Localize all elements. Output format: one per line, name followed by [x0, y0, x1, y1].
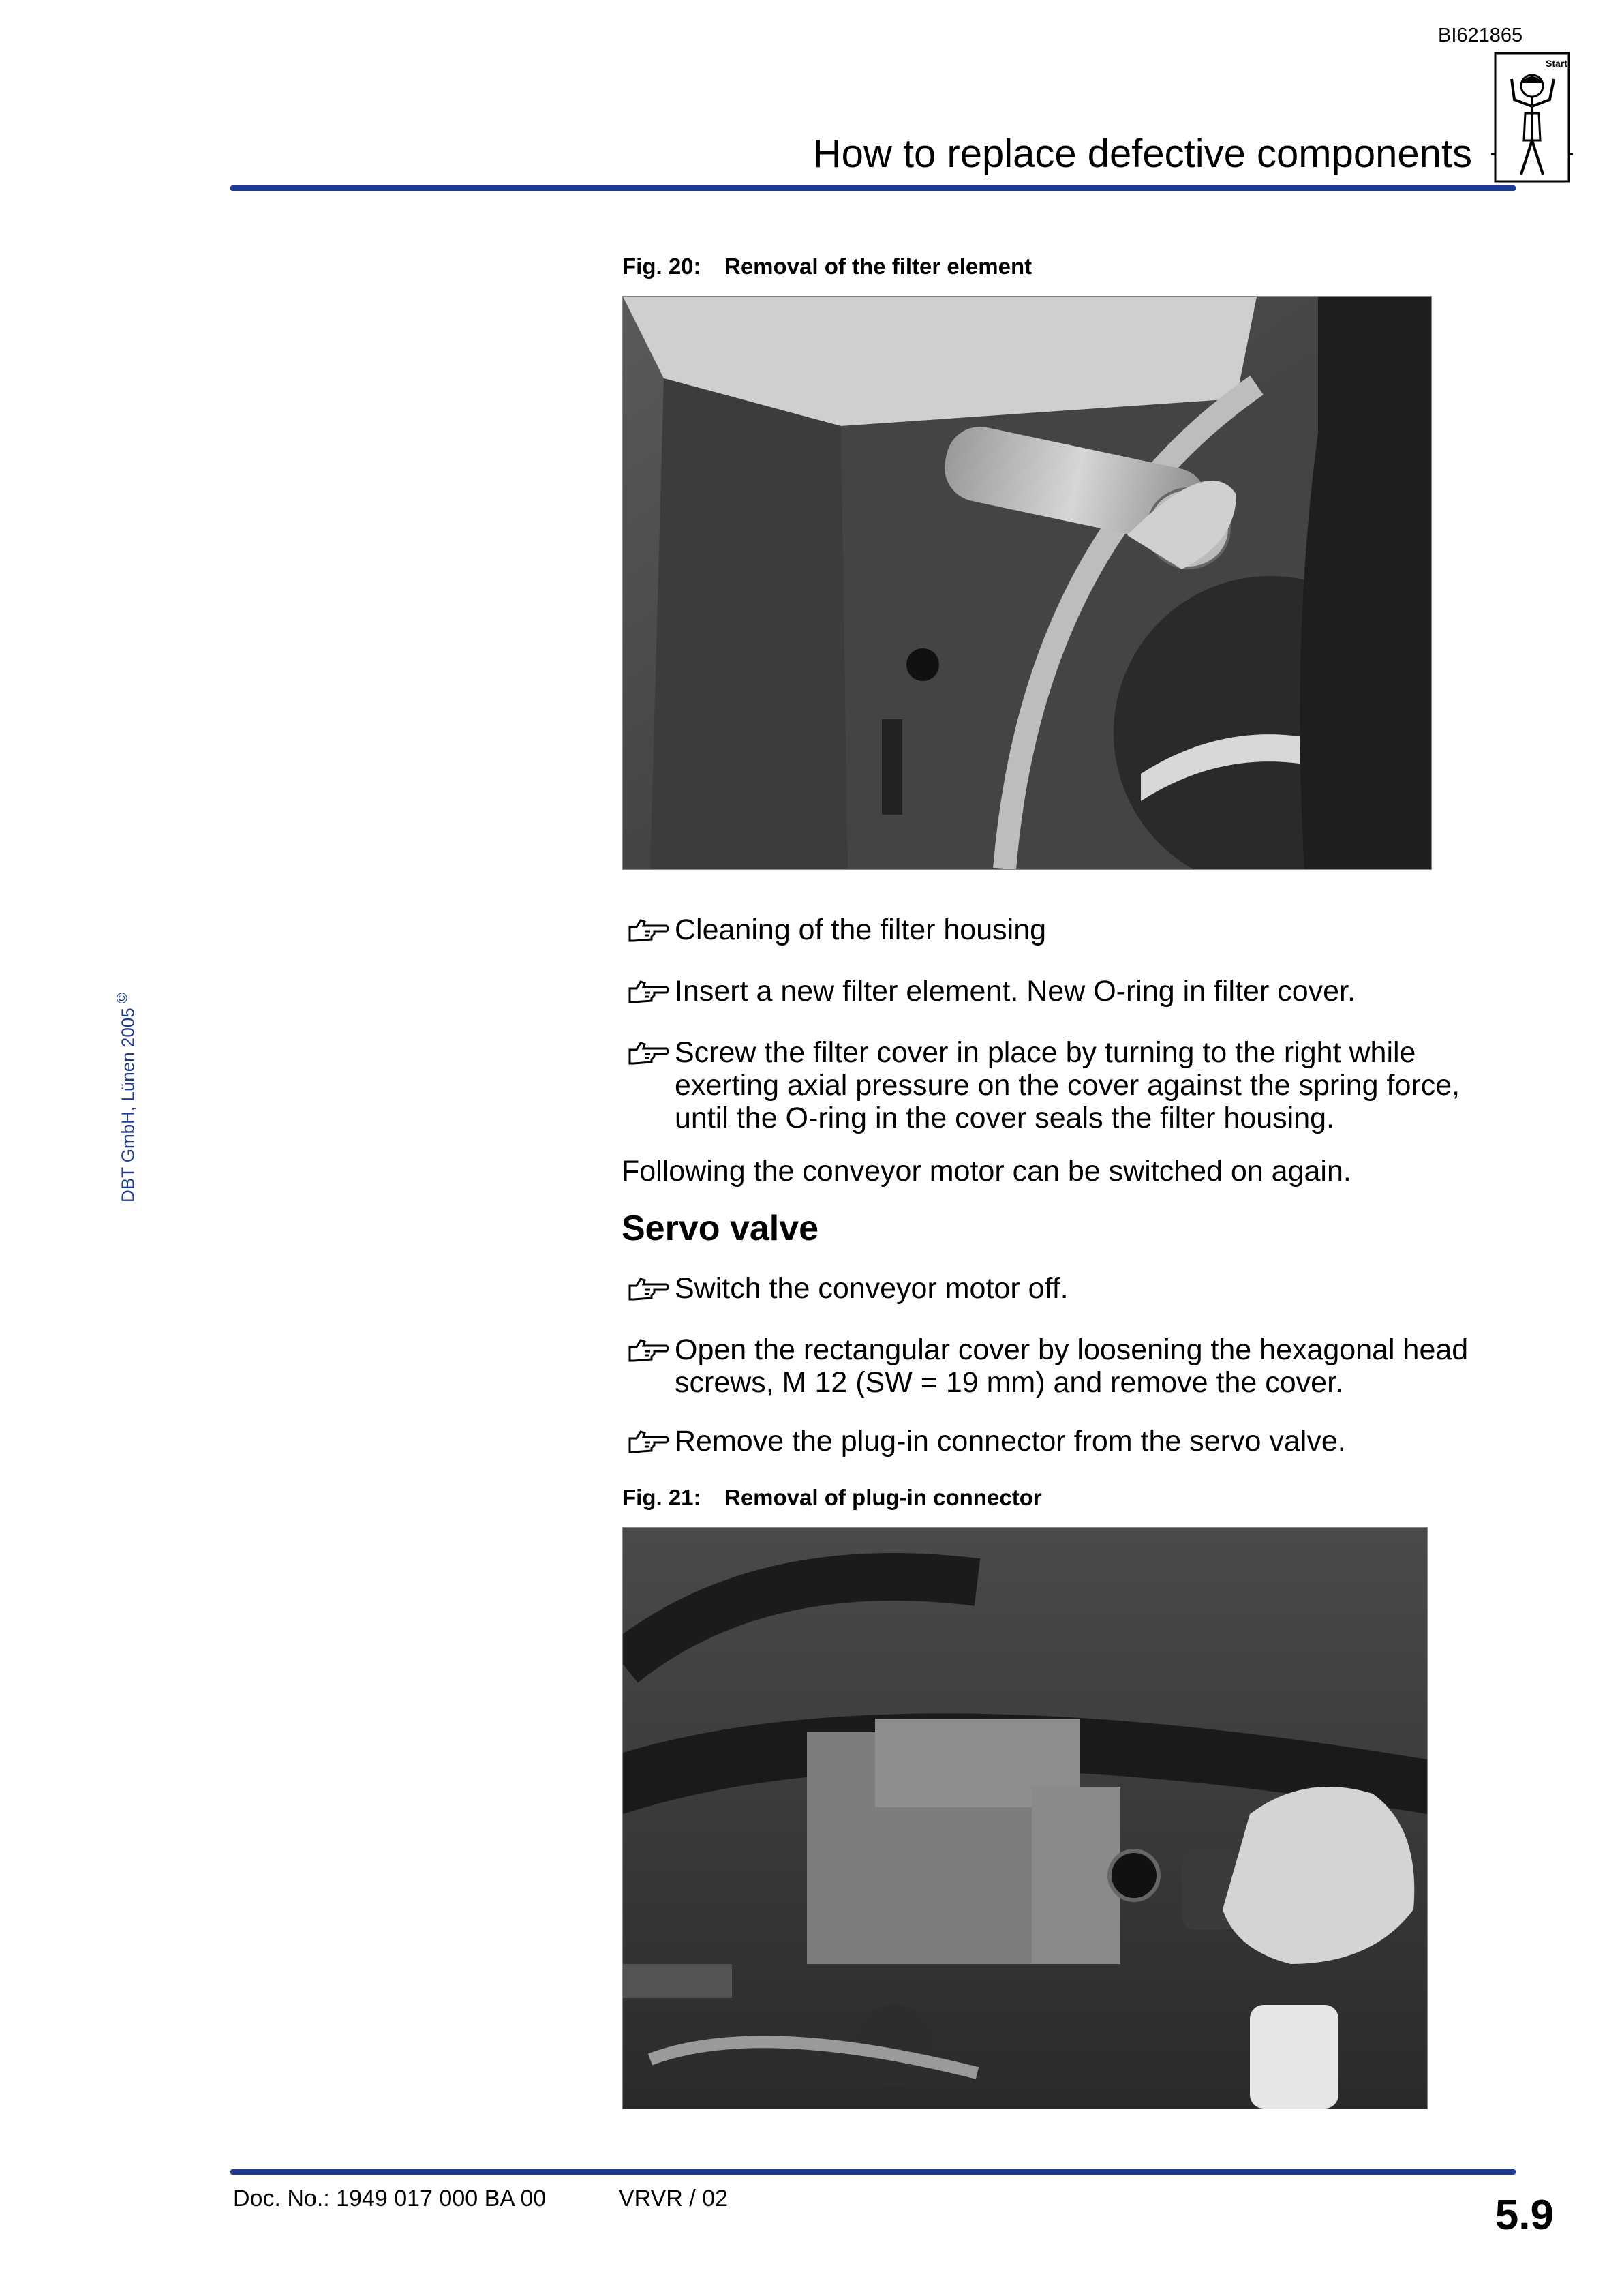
body-paragraph: Following the conveyor motor can be switched on again. — [622, 1155, 1351, 1188]
figure-caption-20: Fig. 20: Removal of the filter element — [622, 254, 1032, 279]
copyright-notice: DBT GmbH, Lünen 2005© — [113, 993, 138, 1203]
step-item: Open the rectangular cover by loosening the hexagonal head screws, M 12 (SW = 19 mm) and remove the cover. — [627, 1333, 1513, 1399]
pointing-hand-icon — [627, 979, 671, 1003]
step-item: Switch the conveyor motor off. — [627, 1272, 1513, 1305]
document-number: Doc. No.: 1949 017 000 BA 00 — [233, 2186, 547, 2211]
svg-text:Start: Start — [1546, 58, 1567, 69]
footer-rule — [230, 2169, 1516, 2175]
filter-element-photo — [622, 296, 1432, 870]
worker-start-icon — [1491, 52, 1573, 185]
step-item: Cleaning of the filter housing — [627, 913, 1513, 946]
step-item: Insert a new filter element. New O-ring in filter cover. — [627, 975, 1513, 1008]
page-title: How to replace defective components — [812, 132, 1472, 176]
header-rule — [230, 185, 1516, 191]
step-item: Remove the plug-in connector from the servo valve. — [627, 1425, 1513, 1457]
pointing-hand-icon — [627, 1429, 671, 1453]
plug-in-connector-photo — [622, 1527, 1428, 2109]
section-heading: Servo valve — [622, 1209, 819, 1248]
pointing-hand-icon — [627, 1338, 671, 1362]
pointing-hand-icon — [627, 1040, 671, 1065]
document-version: VRVR / 02 — [619, 2186, 729, 2211]
step-item: Screw the filter cover in place by turning to the right while exerting axial pressure on the cover against the spring force, until the O-ring in the cover seals the filter housing. — [627, 1036, 1513, 1134]
figure-caption-21: Fig. 21: Removal of plug-in connector — [622, 1485, 1042, 1510]
pointing-hand-icon — [627, 918, 671, 942]
document-id: BI621865 — [1438, 25, 1523, 46]
page-number: 5.9 — [1495, 2192, 1554, 2239]
pointing-hand-icon — [627, 1276, 671, 1301]
